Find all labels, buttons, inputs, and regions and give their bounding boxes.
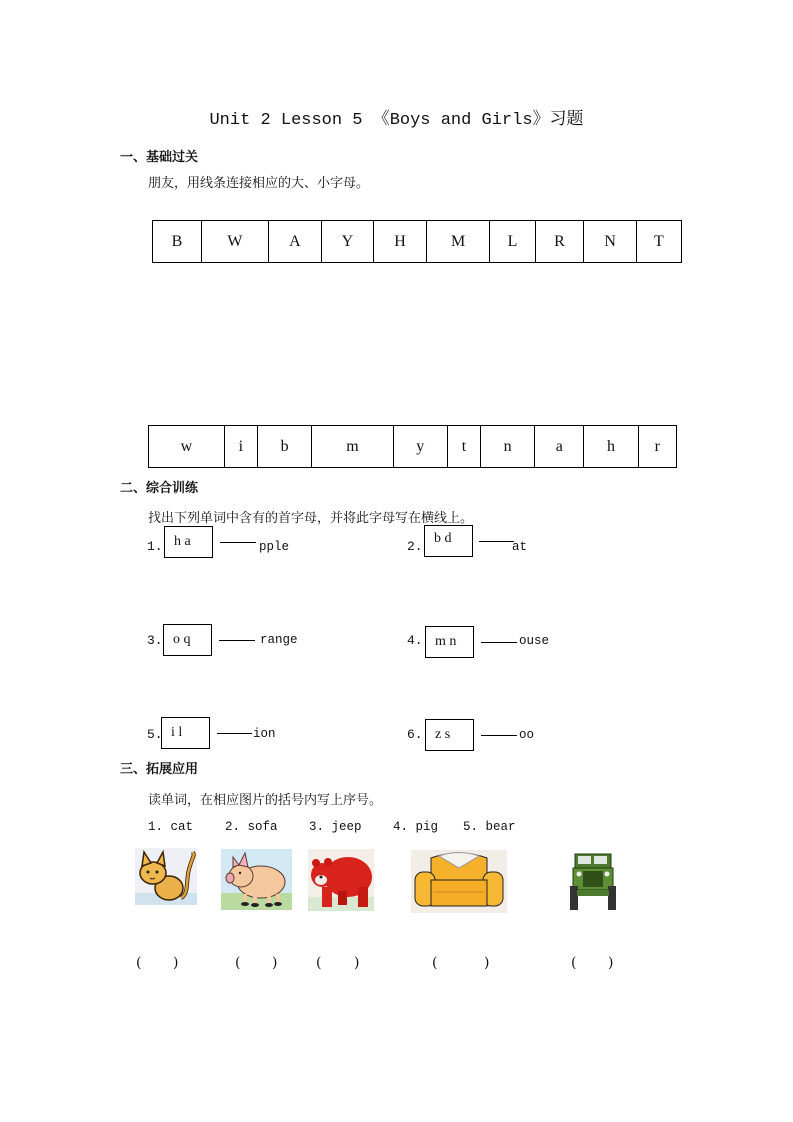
cat-picture [135, 848, 197, 905]
lowercase-letter[interactable]: y [393, 426, 447, 468]
answer-paren-close: ) [272, 955, 278, 971]
cat-icon [135, 848, 197, 905]
lowercase-letter[interactable]: a [535, 426, 584, 468]
answer-paren-close: ) [173, 955, 179, 971]
lowercase-letter[interactable]: i [224, 426, 257, 468]
word-item: 3. jeep [309, 820, 362, 834]
word-suffix: at [512, 540, 528, 554]
sofa-icon [411, 850, 507, 913]
word-suffix: ion [253, 727, 276, 741]
letter-choice-box[interactable]: i l [161, 717, 210, 749]
uppercase-letter[interactable]: L [490, 221, 535, 263]
uppercase-letter[interactable]: H [374, 221, 427, 263]
section2-instruction: 找出下列单词中含有的首字母，并将此字母写在横线上。 [148, 511, 474, 526]
answer-blank-bear[interactable] [323, 955, 351, 973]
bear-picture [308, 849, 374, 911]
letter-choice-box[interactable]: o q [163, 624, 212, 656]
answer-paren-open: ( [136, 955, 142, 971]
item-number: 4. [407, 633, 423, 648]
word-suffix: pple [259, 540, 290, 554]
answer-blank-line[interactable] [219, 640, 255, 641]
answer-blank-line[interactable] [481, 735, 517, 736]
answer-paren-open: ( [432, 955, 438, 971]
word-item: 4. pig [393, 820, 439, 834]
page-title: Unit 2 Lesson 5 《Boys and Girls》习题 [209, 111, 584, 130]
answer-blank-line[interactable] [217, 733, 252, 734]
uppercase-letter[interactable]: M [426, 221, 490, 263]
lowercase-letter[interactable]: w [149, 426, 225, 468]
answer-paren-close: ) [608, 955, 614, 971]
answer-blank-jeep[interactable] [578, 955, 606, 973]
answer-blank-sofa[interactable] [440, 955, 480, 973]
uppercase-letter[interactable]: N [584, 221, 637, 263]
answer-paren-open: ( [235, 955, 241, 971]
section2-heading: 二、综合训练 [120, 481, 199, 496]
uppercase-letter[interactable]: A [269, 221, 322, 263]
lowercase-letter[interactable]: m [312, 426, 393, 468]
word-item: 1. cat [148, 820, 194, 834]
letter-choice-box[interactable]: b d [424, 525, 473, 557]
word-suffix: range [260, 633, 298, 647]
answer-paren-open: ( [316, 955, 322, 971]
item-number: 3. [147, 633, 163, 648]
item-number: 2. [407, 539, 423, 554]
answer-paren-close: ) [484, 955, 490, 971]
section3-instruction: 读单词，在相应图片的括号内写上序号。 [148, 793, 383, 808]
word-suffix: ouse [519, 634, 550, 648]
uppercase-letter[interactable]: W [201, 221, 268, 263]
lowercase-letter[interactable]: b [257, 426, 311, 468]
word-item: 2. sofa [225, 820, 278, 834]
section1-heading: 一、基础过关 [120, 150, 199, 165]
lowercase-letter[interactable]: t [447, 426, 480, 468]
word-suffix: oo [519, 728, 535, 742]
lowercase-letter[interactable]: n [480, 426, 534, 468]
answer-paren-open: ( [571, 955, 577, 971]
item-number: 6. [407, 727, 423, 742]
section3-heading: 三、拓展应用 [120, 762, 199, 777]
jeep-picture [569, 852, 617, 912]
answer-blank-line[interactable] [220, 542, 256, 543]
pig-icon [221, 849, 292, 910]
pig-picture [221, 849, 292, 910]
uppercase-letter[interactable]: Y [321, 221, 374, 263]
lowercase-letter[interactable]: h [584, 426, 638, 468]
letter-choice-box[interactable]: z s [425, 719, 474, 751]
item-number: 5. [147, 727, 163, 742]
bear-icon [308, 849, 374, 911]
lowercase-letters-table [148, 425, 677, 468]
answer-blank-cat[interactable] [143, 955, 171, 973]
uppercase-letter[interactable]: R [535, 221, 584, 263]
uppercase-letter[interactable]: B [153, 221, 202, 263]
lowercase-letter[interactable]: r [638, 426, 676, 468]
letter-choice-box[interactable]: m n [425, 626, 474, 658]
jeep-icon [569, 852, 617, 912]
word-item: 5. bear [463, 820, 516, 834]
answer-blank-pig[interactable] [242, 955, 270, 973]
letter-choice-box[interactable]: h a [164, 526, 213, 558]
item-number: 1. [147, 539, 163, 554]
answer-paren-close: ) [354, 955, 360, 971]
uppercase-letter[interactable]: T [636, 221, 681, 263]
uppercase-letters-table [152, 220, 682, 263]
answer-blank-line[interactable] [481, 642, 517, 643]
section1-instruction: 朋友，用线条连接相应的大、小字母。 [148, 176, 370, 191]
sofa-picture [411, 850, 507, 913]
answer-blank-line[interactable] [479, 541, 514, 542]
